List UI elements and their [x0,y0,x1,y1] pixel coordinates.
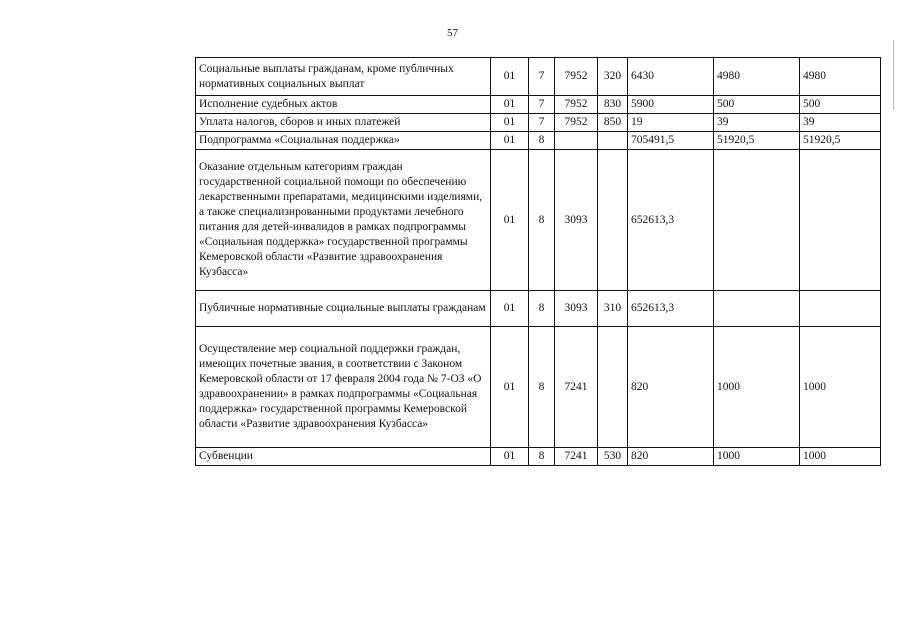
cell-target-article: 7241 [555,327,598,448]
cell-value-3: 39 [800,114,881,132]
cell-subsection: 8 [529,448,555,466]
table-row [196,327,881,448]
table-row [196,150,881,291]
cell-section: 01 [491,58,529,96]
cell-value-1: 652613,3 [628,291,714,327]
row-name: Уплата налогов, сборов и иных платежей [196,114,491,132]
cell-value-2: 51920,5 [714,132,800,150]
row-name: Оказание отдельным категориям граждан государственной социальной помощи по обеспечению лекарственными препаратами, медицинскими изделиями, а также специализированными продуктами лечебного питания для детей-инвалидов в рамках подпрограммы «Социальная поддержка» государственной программы Кемеровской области «Развитие здравоохранения Кузбасса» [196,150,491,291]
cell-target-article [555,132,598,150]
cell-value-1: 705491,5 [628,132,714,150]
table-row [196,58,881,96]
page-number: 57 [447,27,458,39]
table-row [196,448,881,466]
cell-value-1: 5900 [628,96,714,114]
cell-subsection: 8 [529,132,555,150]
table-row [196,114,881,132]
cell-section: 01 [491,132,529,150]
cell-value-2 [714,150,800,291]
cell-value-1: 652613,3 [628,150,714,291]
cell-target-article: 7241 [555,448,598,466]
cell-value-1: 820 [628,327,714,448]
scan-edge-line [893,40,894,110]
cell-value-3: 51920,5 [800,132,881,150]
cell-expense-type: 310 [598,291,628,327]
cell-subsection: 7 [529,58,555,96]
cell-section: 01 [491,114,529,132]
cell-expense-type: 830 [598,96,628,114]
cell-expense-type [598,150,628,291]
table-row [196,291,881,327]
cell-value-3: 500 [800,96,881,114]
cell-subsection: 7 [529,114,555,132]
cell-value-3: 1000 [800,327,881,448]
cell-target-article: 7952 [555,96,598,114]
cell-expense-type [598,132,628,150]
cell-value-2: 39 [714,114,800,132]
row-name: Публичные нормативные социальные выплаты гражданам [196,291,491,327]
cell-value-2 [714,291,800,327]
cell-target-article: 3093 [555,150,598,291]
cell-value-2: 4980 [714,58,800,96]
cell-value-2: 1000 [714,327,800,448]
cell-section: 01 [491,291,529,327]
cell-target-article: 7952 [555,114,598,132]
cell-target-article: 3093 [555,291,598,327]
table-row [196,96,881,114]
row-name: Осуществление мер социальной поддержки граждан, имеющих почетные звания, в соответствии с Законом Кемеровской области от 17 февраля 2004 года № 7-ОЗ «О здравоохранении» в рамках подпрограммы «Социальная поддержка» государственной программы Кемеровской области «Развитие здравоохранения Кузбасса» [196,327,491,448]
cell-value-1: 19 [628,114,714,132]
row-name: Субвенции [196,448,491,466]
cell-section: 01 [491,150,529,291]
row-name: Подпрограмма «Социальная поддержка» [196,132,491,150]
row-name: Исполнение судебных актов [196,96,491,114]
cell-value-3: 4980 [800,58,881,96]
cell-value-2: 1000 [714,448,800,466]
cell-subsection: 8 [529,327,555,448]
cell-subsection: 8 [529,150,555,291]
cell-target-article: 7952 [555,58,598,96]
cell-section: 01 [491,96,529,114]
cell-value-3 [800,150,881,291]
cell-section: 01 [491,448,529,466]
cell-value-3 [800,291,881,327]
cell-subsection: 8 [529,291,555,327]
cell-subsection: 7 [529,96,555,114]
cell-value-2: 500 [714,96,800,114]
cell-expense-type: 320 [598,58,628,96]
budget-table [195,57,881,466]
cell-value-3: 1000 [800,448,881,466]
table-row [196,132,881,150]
cell-value-1: 6430 [628,58,714,96]
cell-expense-type: 530 [598,448,628,466]
cell-expense-type: 850 [598,114,628,132]
cell-expense-type [598,327,628,448]
cell-value-1: 820 [628,448,714,466]
cell-section: 01 [491,327,529,448]
row-name: Социальные выплаты гражданам, кроме публичных нормативных социальных выплат [196,58,491,96]
